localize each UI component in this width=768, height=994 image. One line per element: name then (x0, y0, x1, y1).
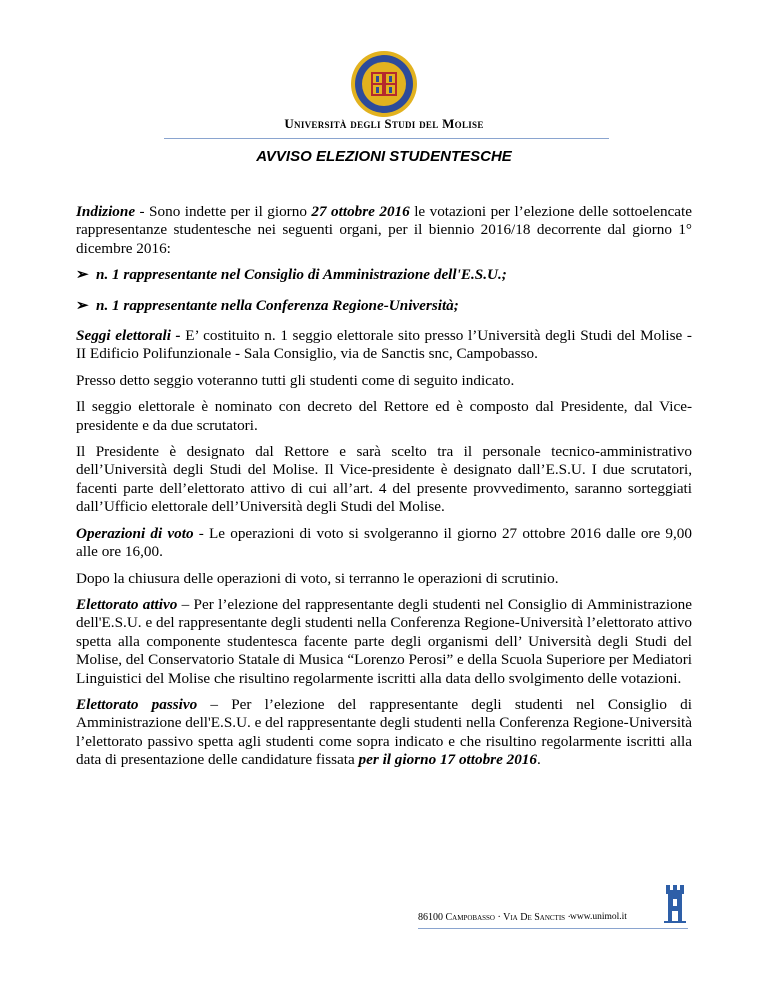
indizione-label: Indizione (76, 203, 136, 220)
elettorato-passivo-label: Elettorato passivo (76, 695, 198, 713)
operazioni-paragraph (76, 525, 692, 562)
indizione-date: 27 ottobre 2016 (311, 203, 410, 220)
list-item (76, 266, 692, 284)
elettorato-passivo-paragraph (76, 696, 692, 770)
arrow-bullet-icon: ➢ (76, 296, 89, 314)
seggi-label: Seggi elettorali - (76, 327, 181, 345)
university-seal-logo (350, 50, 418, 118)
bullet-text: n. 1 rappresentante nel Consiglio di Amministrazione dell'E.S.U.; (96, 266, 507, 284)
elettorato-passivo-text: – Per l’elezione del rappresentante degli studenti nel Consiglio di Amministrazione dell'E.S.U. e del rappresentante degli studenti nella Conferenza Regione-Università l’elettorato passivo spetta agli studenti come sopra indicato e che risultino regolarmente iscritti alla data di presentazione delle candidature fissata (76, 695, 692, 769)
document-body (76, 203, 692, 778)
elettorato-passivo-deadline: per il giorno 17 ottobre 2016 (358, 751, 537, 769)
scrutinio-paragraph: Dopo la chiusura delle operazioni di voto, si terranno le operazioni di scrutinio. (76, 569, 559, 587)
body-paragraph: Presso detto seggio voteranno tutti gli studenti come di seguito indicato. (76, 371, 515, 389)
tower-logo-icon (662, 885, 688, 923)
header-divider (164, 138, 609, 139)
seggi-paragraph (76, 327, 692, 364)
body-paragraph: Il Presidente è designato dal Rettore e sarà scelto tra il personale tecnico-amministrativo dell’Università degli Studi del Molise. Il Vice-presidente è designato dall’E.S.U. I due scrutatori, facenti parte dell’elettorato attivo di cui all’art. 4 del presente provvedimento, saranno sorteggiati dall’Ufficio elettorale dell’Università degli Studi del Molise. (76, 443, 692, 516)
footer-divider (418, 928, 688, 929)
elettorato-attivo-text: – Per l’elezione del rappresentante degli studenti nel Consiglio di Amministrazione dell'E.S.U. e del rappresentante degli studenti nella Conferenza Regione-Università l’elettorato attivo spetta alla componente studentesca facente parte degli organismi dell’ Università degli Studi del Molise, del Conservatorio Statale di Musica “Lorenzo Perosi” e della Scuola Superiore per Mediatori Linguistici del Molise che risultino regolarmente iscritti alla data dello svolgimento delle votazioni. (76, 595, 693, 687)
indizione-text-2: le votazioni per l’elezione delle sottoelencate rappresentanze studentesche nei seguenti organi, per il biennio 2016/18 decorrente dal giorno 1° dicembre 2016: (76, 203, 693, 257)
elettorato-attivo-paragraph (76, 596, 692, 688)
indizione-paragraph (76, 203, 692, 258)
indizione-text-1: - Sono indette per il giorno (135, 203, 312, 220)
footer-address: 86100 Campobasso · Via De Sanctis · (418, 912, 571, 923)
body-paragraph: Il seggio elettorale è nominato con decreto del Rettore ed è composto dal Presidente, dal Vice-presidente e da due scrutatori. (76, 398, 692, 434)
list-item (76, 297, 692, 315)
seggi-text: E’ costituito n. 1 seggio elettorale sito presso l’Università degli Studi del Molise - II Edificio Polifunzionale - Sala Consiglio, via de Sanctis snc, Campobasso. (76, 327, 692, 363)
footer-website: www.unimol.it (570, 912, 627, 922)
operazioni-label: Operazioni di voto (76, 524, 194, 542)
university-name: Università degli Studi del Molise (284, 116, 484, 131)
elettorato-passivo-end: . (537, 751, 541, 769)
document-title: AVVISO ELEZIONI STUDENTESCHE (256, 148, 512, 165)
elettorato-attivo-label: Elettorato attivo (76, 595, 178, 613)
operazioni-text: - Le operazioni di voto si svolgeranno il giorno 27 ottobre 2016 dalle ore 9,00 alle ore 16,00. (76, 524, 692, 561)
arrow-bullet-icon: ➢ (76, 266, 89, 284)
bullet-text: n. 1 rappresentante nella Conferenza Regione-Università; (96, 296, 459, 314)
